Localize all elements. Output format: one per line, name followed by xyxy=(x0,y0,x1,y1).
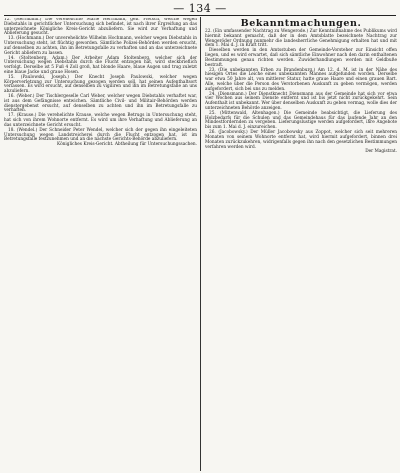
column-divider xyxy=(200,17,201,471)
notice-paragraph: 13. (Hochmann.) Der unverehelichte Wilhelm Hochmann, welcher wegen Diebstahls in Untersuchung steht, ist flüchtig geworden. Sämtliche Polizei-Behörden werden ersucht, auf denselben zu achten, ihn im Betretungsfalle zu verhaften und an das unterzeichnete Gericht abliefern zu lassen. xyxy=(4,36,197,56)
announcement-paragraph: 22. (Ein umfassender Nachtrag zu Wengerode.) Zur Kenntnißnahme des Publikums wird hiermit bekannt gemacht, daß der in dem Amtsblatte bezeichnete Nachtrag zur Wengeröder Ordnung nunmehr die landesherrliche Genehmigung erhalten hat und mit dem 1. Mai d. J. in Kraft tritt. xyxy=(205,29,397,49)
notice-paragraph: 14. (Stoltenberg, Adam.) Der Arbeiter Adam Stoltenberg, welcher sich der Untersuchung wegen Diebstahls durch die Flucht entzogen hat, wird steckbrieflich verfolgt. Derselbe ist 5 Fuß 4 Zoll groß, hat blonde Haare, blaue Augen und trug zuletzt eine blaue Jacke und graue Hosen. xyxy=(4,55,197,75)
right-signature: Der Magistrat. xyxy=(365,149,397,155)
announcement-paragraph: 25. (Mittenwald, Altenhagen.) Die Gemeinde beabsichtigt, die Lieferung des Holzbedarfs für die Schulen und das Gemeindehaus für das laufende Jahr an den Mindestfordernden zu vergeben. Lieferungslustige werden aufgefordert, ihre Angebote bis zum 1. Mai d. J. einzureichen. xyxy=(205,110,397,131)
announcement-paragraph: Dieselben werden in den Amtsstuben der Gemeinde-Vorsteher zur Einsicht offen liegen, und es wird erwartet, daß sich sämtliche Einwohner nach den darin enthaltenen Bestimmungen genau richten werden. Zuwiderhandlungen werden mit Geldbuße bestraft. xyxy=(205,48,397,68)
left-column xyxy=(4,18,197,470)
notice-paragraph: 17. (Krause.) Die verehelichte Krause, welche wegen Betrugs in Untersuchung steht, hat sich von ihrem Wohnorte entfernt. Es wird um ihre Verhaftung und Ablieferung an das unterzeichnete Gericht ersucht. xyxy=(4,113,197,128)
notice-paragraph: 15. (Paulowski, Joseph.) Der Knecht Joseph Paulowski, welcher wegen Körperverletzung zur Untersuchung gezogen werden soll, hat seinen Aufenthaltsort verlassen. Es wird ersucht, auf denselben zu vigiliren und ihn im Betretungsfalle an uns abzuliefern. xyxy=(4,74,197,95)
page-header xyxy=(0,2,400,16)
left-signature: Königliches Kreis-Gericht. Abtheilung für Untersuchungssachen. xyxy=(57,142,197,148)
announcement-paragraph: 24. (Diensmann.) Der Dienstknecht Diensmann aus der Gemeinde hat sich vor etwa vier Wochen aus seinem Dienste entfernt und ist bis jetzt nicht zurückgekehrt. Sein Aufenthalt ist unbekannt. Wer über denselben Auskunft zu geben vermag, wolle dies der unterzeichneten Behörde anzeigen. xyxy=(205,91,397,111)
notice-paragraph: 18. (Wendel.) Der Schneider Peter Wendel, welcher sich der gegen ihn eingeleiteten Untersuchung wegen Landstreicherei durch die Flucht entzogen hat, ist im Betretungsfalle festzunehmen und an die nächste Gerichts-Behörde abzuliefern. xyxy=(4,127,197,143)
announcement-paragraph: 26. (Jacobowsky.) Der Müller Jacobowsky aus Zoppot, welcher sich seit mehreren Monaten von seinem Wohnorte entfernt hat, wird hiermit aufgefordert, binnen drei Monaten zurückzukehren, widrigenfalls gegen ihn nach den gesetzlichen Bestimmungen verfahren werden wird. xyxy=(205,130,397,150)
page-number: — 134 — xyxy=(173,2,227,15)
notice-paragraph: 12. (Herrmann.) Die verehelichte Marie Herrmann, geb. Pietsch, welche wegen Diebstahls in gerichtlicher Untersuchung sich befindet, ist nach ihrer Ergreifung an das unterzeichnete Königliche Kreis-Gericht abzuliefern. Sie wird zur Verhaftung und Ablieferung gesucht. xyxy=(4,18,197,37)
announcement-paragraph: 23. (Die unbekannten Erben zu Brandenburg.) Am 12. d. M. ist in der Nähe des hiesigen Ortes die Leiche eines unbekannten Mannes aufgefunden worden. Derselbe war etwa 50 Jahre alt, von mittlerer Statur, hatte graue Haare und einen grauen Bart. Alle, welche über die Person des Verstorbenen Auskunft zu geben vermögen, werden aufgefordert, sich bei uns zu melden. xyxy=(205,67,397,92)
right-column xyxy=(205,18,397,470)
header-rule xyxy=(4,15,396,16)
section-title: Bekanntmachungen. xyxy=(240,18,362,29)
notice-paragraph: 16. (Weber.) Der Tischlergeselle Carl Weber, welcher wegen Diebstahls verhaftet war, ist aus dem Gefängnisse entwichen. Sämtliche Civil- und Militair-Behörden werden dienstergebenst ersucht, auf denselben zu achten und ihn im Betretungsfalle zu verhaften. xyxy=(4,94,197,114)
